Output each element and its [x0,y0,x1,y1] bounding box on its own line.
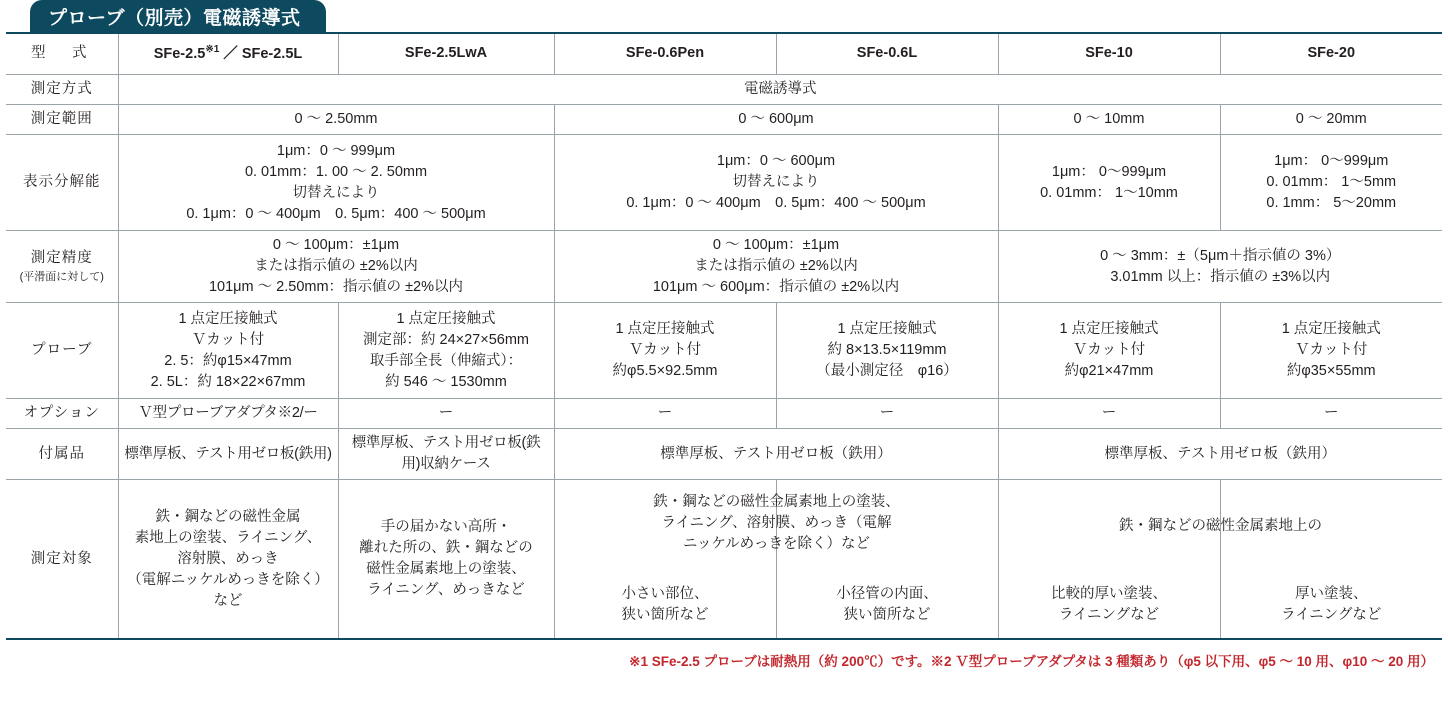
text-line: 約φ35×55mm [1286,363,1376,380]
text-line: ライニング、めっきなど [367,582,525,599]
text-line: 1μm：0 ～ 999μm [276,142,396,159]
text-line: Ｖカット付 [1295,342,1368,359]
cell-option-2: ー [338,399,554,429]
cell-target-6 [1220,480,1442,640]
row-header-resolution: 表示分解能 [6,135,118,231]
table-row-resolution [6,135,1442,231]
target-shared-top-5-6 [999,516,1443,537]
cell-accessories-1: 標準厚板、テスト用ゼロ板(鉄用) [118,429,338,480]
text-line: ライニング、溶射膜、めっき（電解 [661,515,892,532]
cell-accessories-4: 標準厚板、テスト用ゼロ板（鉄用） [998,429,1442,480]
text-line: 1μm： 0～999μm [1051,163,1167,180]
cell-range-3: 0 ～ 10mm [998,105,1220,135]
text-line: 磁性金属素地上の塗装、 [366,561,526,578]
text-line: ライニングなど [1281,607,1382,624]
table-row-measurement-range [6,105,1442,135]
cell-range-1: 0 ～ 2.50mm [118,105,554,135]
row-header-accuracy-sub: (平滑面に対して) [19,270,104,283]
text-line: 0 ～ 3mm：±（5μm＋指示値の 3%） [1100,247,1341,264]
section-tab-row [0,0,1448,32]
target-bottom-text [1004,584,1215,634]
table-row-probe [6,303,1442,399]
text-line: など [213,592,243,609]
cell-range-2: 0 ～ 600μm [554,105,998,135]
column-header-label: SFe-2.5 [153,45,206,62]
row-header-measurement-range: 測定範囲 [6,105,118,135]
text-line: 約 8×13.5×119mm [827,342,947,359]
text-line: 素地上の塗装、ライニング、 [134,529,322,546]
cell-probe-2 [338,303,554,399]
column-header-sfe-20: SFe-20 [1220,33,1442,75]
cell-option-3: ー [554,399,776,429]
text-line: 切替えにより [292,184,380,201]
cell-resolution-4 [1220,135,1442,231]
cell-accuracy-3 [998,231,1442,303]
text-line: 狭い箇所など [621,607,709,624]
row-header-accessories: 付属品 [6,429,118,480]
text-line: 0 ～ 100μm：±1μm [272,237,400,254]
text-line: または指示値の ±2%以内 [254,258,418,275]
column-header-sfe-2-5 [118,33,338,75]
text-line: 101μm ～ 2.50mm：指示値の ±2%以内 [208,279,463,296]
cell-range-4: 0 ～ 20mm [1220,105,1442,135]
text-line: 厚い塗装、 [1295,586,1368,603]
column-header-label-alt: ／ SFe-2.5L [219,45,303,62]
row-header-model: 型 式 [6,33,118,75]
text-line: または指示値の ±2%以内 [694,258,858,275]
cell-option-5: ー [998,399,1220,429]
cell-target-2 [338,480,554,640]
text-line: Ｖカット付 [191,331,265,348]
table-row-option [6,399,1442,429]
text-line: 3.01mm 以上：指示値の ±3%以内 [1110,268,1331,285]
text-line: 2. 5：約φ15×47mm [164,352,292,369]
cell-resolution-3 [998,135,1220,231]
column-header-sfe-10: SFe-10 [998,33,1220,75]
cell-option-6: ー [1220,399,1442,429]
text-line: 約 546 ～ 1530mm [385,373,507,390]
cell-target-5 [998,480,1322,640]
text-line: 1 点定圧接触式 [615,321,715,338]
row-header-measurement-target: 測定対象 [6,480,118,640]
text-line: 小径管の内面、 [836,586,938,603]
text-line: Ｖカット付 [1072,342,1146,359]
target-shared-top-3-4 [555,492,999,555]
text-line: 溶射膜、めっき [177,550,279,567]
text-line: 1 点定圧接触式 [396,310,496,327]
text-line: ニッケルめっきを除く）など [682,536,871,553]
cell-accessories-3: 標準厚板、テスト用ゼロ板（鉄用） [554,429,998,480]
row-header-accuracy [6,231,118,303]
row-header-accuracy-label: 測定精度 [30,249,93,266]
text-line: 約φ21×47mm [1064,363,1154,380]
cell-accuracy-1 [118,231,554,303]
cell-accessories-2: 標準厚板、テスト用ゼロ板(鉄用)収納ケース [338,429,554,480]
text-line: 1μm： 0～999μm [1274,153,1389,169]
cell-probe-1 [118,303,338,399]
table-row-accessories [6,429,1442,480]
section-tab [30,0,326,32]
text-line: 離れた所の、鉄・鋼などの [359,540,533,557]
cell-resolution-2 [554,135,998,231]
cell-option-4: ー [776,399,998,429]
cell-target-1 [118,480,338,640]
section-tab-label: プローブ（別売）電磁誘導式 [48,7,301,29]
text-line: 0. 01mm： 1～5mm [1266,174,1397,191]
text-line: 測定部：約 24×27×56mm [362,331,529,348]
row-header-measurement-method: 測定方式 [6,75,118,105]
text-line: （電解ニッケルめっきを除く） [127,571,329,588]
row-header-option: オプション [6,399,118,429]
table-footnote: ※1 SFe-2.5 プローブは耐熱用（約 200℃）です。※2 Ｖ型プローブアダプタは 3 種類あり（φ5 以下用、φ5 ～ 10 用、φ10 ～ 20 用） [629,654,1434,670]
target-bottom-text [560,584,771,634]
table-row-measurement-target [6,480,1442,640]
text-line: 1 点定圧接触式 [178,310,278,327]
column-header-footnote-marker: ※1 [205,44,220,56]
target-bottom-text [782,584,993,634]
column-header-sfe-0-6pen: SFe-0.6Pen [554,33,776,75]
text-line: 0. 1mm： 5～20mm [1266,195,1397,212]
text-line: 0. 1μm：0 ～ 400μm 0. 5μm：400 ～ 500μm [186,205,486,222]
text-line: 鉄・鋼などの磁性金属 [155,508,301,525]
row-header-probe: プローブ [6,303,118,399]
cell-resolution-1 [118,135,554,231]
text-line: 鉄・鋼などの磁性金属素地上の [1119,518,1322,535]
text-line: 約φ5.5×92.5mm [612,363,718,380]
text-line: Ｖカット付 [628,342,702,359]
text-line: 1 点定圧接触式 [1281,321,1381,338]
text-line: ライニングなど [1058,607,1160,624]
text-line: 取手部全長（伸縮式）： [369,352,523,369]
text-line: 鉄・鋼などの磁性金属素地上の塗装、 [653,494,900,511]
column-header-sfe-2-5lwa: SFe-2.5LwA [338,33,554,75]
cell-probe-4 [776,303,998,399]
target-bottom-text [1226,584,1438,634]
cell-probe-3 [554,303,776,399]
text-line: 小さい部位、 [621,586,709,603]
cell-probe-6 [1220,303,1442,399]
text-line: 狭い箇所など [843,607,931,624]
text-line: 比較的厚い塗装、 [1051,586,1167,603]
text-line: 切替えにより [732,174,820,191]
text-line: 1μm：0 ～ 600μm [716,153,836,169]
text-line: 0. 01mm：1. 00 ～ 2. 50mm [244,163,428,180]
table-row-accuracy [6,231,1442,303]
cell-option-1: Ｖ型プローブアダプタ※2/ー [118,399,338,429]
text-line: 1 点定圧接触式 [837,321,937,338]
text-line: 0. 1μm：0 ～ 400μm 0. 5μm：400 ～ 500μm [626,195,926,212]
text-line: 1 点定圧接触式 [1059,321,1159,338]
cell-measurement-method: 電磁誘導式 [118,75,1442,105]
text-line: 2. 5L：約 18×22×67mm [150,373,306,390]
text-line: 手の届かない高所・ [380,519,512,536]
specification-table [6,32,1442,640]
cell-probe-5 [998,303,1220,399]
cell-accuracy-2 [554,231,998,303]
text-line: 101μm ～ 600μm：指示値の ±2%以内 [652,279,900,296]
text-line: （最小測定径 φ16） [816,363,958,380]
text-line: 0 ～ 100μm：±1μm [712,237,840,254]
table-header-row [6,33,1442,75]
column-header-sfe-0-6l: SFe-0.6L [776,33,998,75]
table-row-measurement-method [6,75,1442,105]
text-line: 0. 01mm： 1～10mm [1040,184,1178,201]
